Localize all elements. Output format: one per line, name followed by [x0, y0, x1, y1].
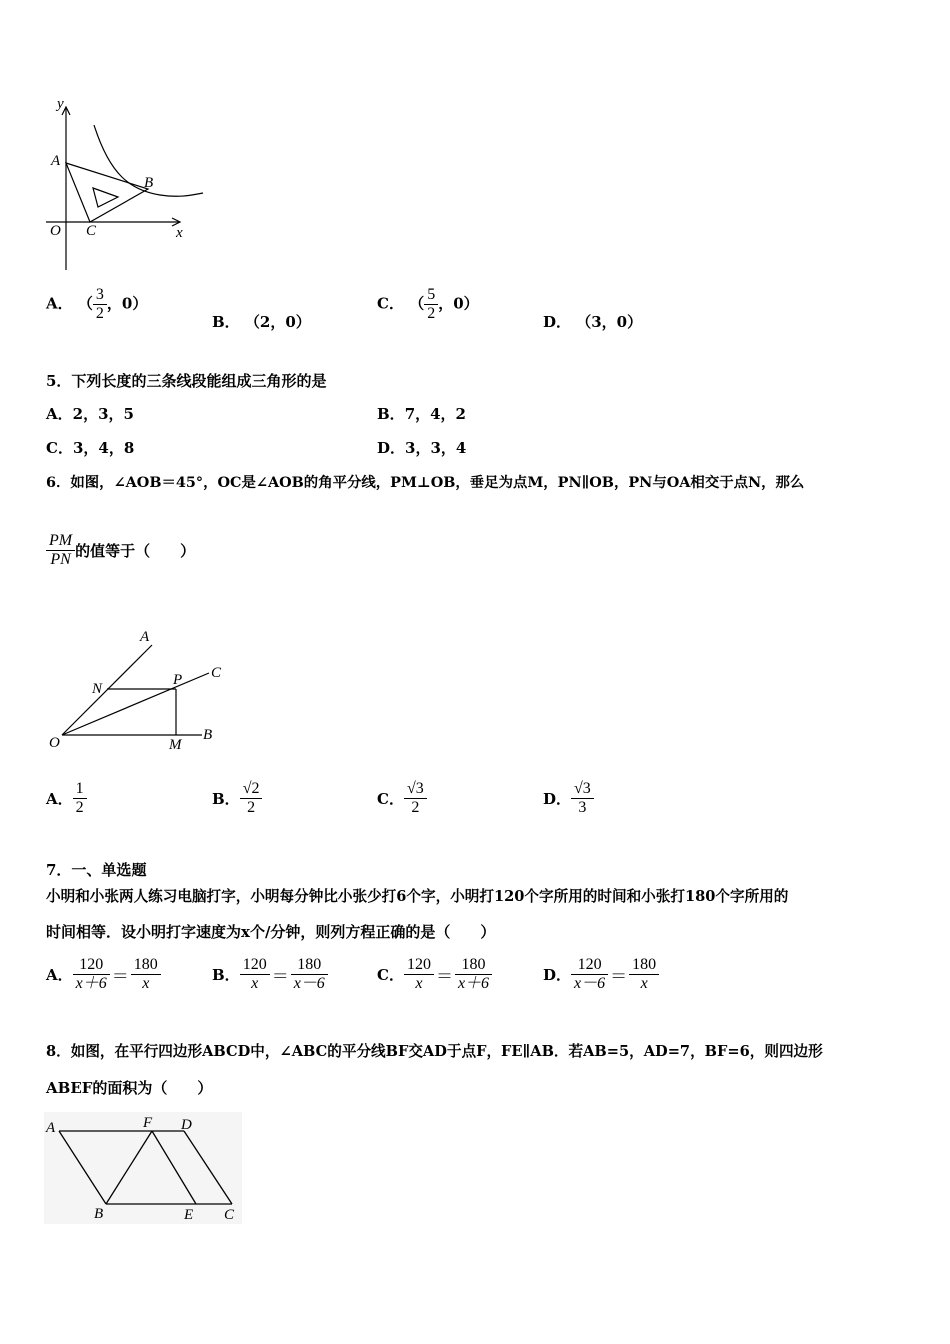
- q8-line1: 8．如图，在平行四边形ABCD中，∠ABC的平分线BF交AD于点F，FE∥AB．若AB=5，AD=7，BF=6，则四边形: [46, 1043, 823, 1060]
- q7-option-c[interactable]: [377, 956, 492, 993]
- q5-option-a-letter: A．: [46, 405, 73, 423]
- q6-ray-OC: [62, 673, 209, 735]
- q6-option-d-num: √3: [571, 780, 594, 799]
- q7-option-c-right-num: 180: [455, 956, 492, 975]
- q6-option-d-den: 3: [578, 799, 587, 816]
- q7-option-c-letter: C．: [377, 966, 404, 984]
- q6-label-O: O: [49, 735, 60, 751]
- q4-option-b-text: （2，0）: [244, 313, 311, 331]
- q6-label-A: A: [140, 629, 150, 645]
- q6-option-b-num: √2: [240, 780, 263, 799]
- q5-option-d-letter: D．: [377, 439, 406, 457]
- q4-option-d[interactable]: [543, 311, 642, 332]
- q5-option-c-text: 3，4，8: [72, 439, 135, 457]
- q4-label-x: x: [176, 225, 183, 241]
- q4-option-a-close: ，0）: [106, 294, 148, 313]
- q6-option-a-den: 2: [75, 799, 84, 816]
- q4-option-a-frac: [93, 286, 107, 323]
- q6-stem: 6．如图，∠AOB＝45°，OC是∠AOB的角平分线，PM⊥OB，垂足为点M，PN∥OB，PN与OA相交于点N，那么: [46, 474, 805, 491]
- q5-stem: 5．下列长度的三条线段能组成三角形的是: [46, 372, 327, 390]
- q7-option-c-left: [404, 956, 434, 993]
- q6-option-d-frac: [571, 780, 594, 817]
- q6-option-b-letter: B．: [212, 790, 240, 808]
- q6-option-d-letter: D．: [543, 790, 572, 808]
- q6-option-c-den: 2: [411, 799, 420, 816]
- q4-option-a[interactable]: [46, 286, 147, 323]
- q8-label-A: A: [46, 1120, 56, 1136]
- q7-option-b-right: [291, 956, 328, 993]
- q8-line2: ABEF的面积为（ ）: [46, 1079, 213, 1097]
- q6-option-d[interactable]: [543, 780, 594, 817]
- q4-option-b[interactable]: [212, 311, 311, 332]
- q4-figure: [40, 95, 215, 275]
- q8-label-F: F: [143, 1115, 153, 1131]
- q7-option-d-right-den: x: [640, 975, 648, 992]
- q6-option-a-num: 1: [73, 780, 87, 799]
- q7-option-a-eq: ＝: [111, 967, 129, 987]
- q7-option-c-left-den: x: [415, 975, 423, 992]
- q4-option-c-frac: [424, 286, 438, 323]
- q6-stem-tail: 的值等于（ ）: [75, 542, 196, 560]
- q5-option-b[interactable]: [377, 403, 466, 424]
- q8-label-E: E: [184, 1207, 194, 1223]
- q7-option-d-eq: ＝: [610, 967, 628, 987]
- q6-label-B: B: [203, 727, 213, 743]
- q7-option-b-right-num: 180: [291, 956, 328, 975]
- q6-ray-OA: [62, 645, 152, 735]
- q7-option-a-right-num: 180: [131, 956, 161, 975]
- q7-option-d-right-num: 180: [629, 956, 659, 975]
- q7-option-a-right-den: x: [142, 975, 150, 992]
- q5-option-a[interactable]: [46, 403, 134, 424]
- q4-option-a-den: 2: [95, 305, 104, 322]
- q4-label-y: y: [57, 96, 64, 112]
- q7-option-b-left: [240, 956, 270, 993]
- q4-option-a-open: （: [77, 294, 93, 313]
- q7-option-b-left-num: 120: [240, 956, 270, 975]
- q6-option-a[interactable]: [46, 780, 87, 817]
- q8-figure: [44, 1112, 242, 1224]
- q8-label-D: D: [181, 1117, 192, 1133]
- q4-option-d-text: （3，0）: [576, 313, 643, 331]
- q7-option-a-letter: A．: [46, 966, 73, 984]
- q5-option-a-text: 2，3，5: [72, 405, 134, 423]
- q6-figure: [44, 625, 234, 755]
- q8-label-C: C: [224, 1207, 235, 1223]
- q4-label-C: C: [86, 223, 97, 239]
- q4-inner-triangle: [93, 188, 118, 207]
- q8-label-B: B: [94, 1206, 104, 1222]
- q4-option-a-num: 3: [93, 286, 107, 305]
- q4-option-c-open: （: [409, 294, 425, 313]
- q7-option-a-left-num: 120: [73, 956, 110, 975]
- q4-option-c-close: ，0）: [438, 294, 479, 313]
- q6-option-a-letter: A．: [46, 790, 73, 808]
- q7-option-d-letter: D．: [543, 966, 572, 984]
- q4-label-B: B: [144, 175, 154, 191]
- q7-option-b-eq: ＝: [271, 967, 289, 987]
- q7-option-a-left-den: x＋6: [75, 975, 107, 992]
- q7-option-c-right-den: x＋6: [457, 975, 490, 992]
- q6-label-C: C: [211, 665, 222, 681]
- q4-label-A: A: [51, 153, 61, 169]
- q4-option-d-letter: D．: [543, 313, 572, 331]
- q7-option-a[interactable]: [46, 956, 161, 993]
- q4-option-c-num: 5: [424, 286, 438, 305]
- q5-option-b-letter: B．: [377, 405, 405, 423]
- q7-line2: 时间相等．设小明打字速度为x个/分钟，则列方程正确的是（ ）: [46, 923, 496, 941]
- q4-option-a-letter: A．: [46, 294, 73, 313]
- q5-option-d[interactable]: [377, 437, 466, 458]
- q6-label-P: P: [173, 672, 183, 688]
- q7-option-c-eq: ＝: [435, 967, 453, 987]
- q6-label-N: N: [92, 681, 103, 697]
- q7-option-d[interactable]: [543, 956, 659, 993]
- q7-option-d-left: [571, 956, 608, 993]
- q7-line1: 小明和小张两人练习电脑打字，小明每分钟比小张少打6个字，小明打120个字所用的时间和小张打180个字所用的: [46, 888, 789, 905]
- q7-option-d-left-num: 120: [571, 956, 608, 975]
- q6-ratio-den: PN: [50, 551, 71, 568]
- q6-option-c-frac: [404, 780, 427, 817]
- q7-option-d-left-den: x－6: [574, 975, 606, 992]
- q7-option-d-right: [629, 956, 659, 993]
- q7-option-c-left-num: 120: [404, 956, 434, 975]
- q7-option-b[interactable]: [212, 956, 328, 993]
- q4-option-c-letter: C．: [377, 294, 404, 313]
- q4-option-c[interactable]: [377, 286, 479, 323]
- q5-option-c[interactable]: [46, 437, 134, 458]
- q6-option-c-num: √3: [404, 780, 427, 799]
- q5-option-b-text: 7，4，2: [404, 405, 466, 423]
- q7-option-a-right: [131, 956, 161, 993]
- q7-option-c-right: [455, 956, 492, 993]
- q5-option-c-letter: C．: [46, 439, 73, 457]
- q4-option-b-letter: B．: [212, 313, 240, 331]
- q4-label-O: O: [50, 223, 61, 239]
- q6-label-M: M: [169, 737, 182, 753]
- q7-heading: 7．一、单选题: [46, 861, 147, 879]
- q7-option-b-letter: B．: [212, 966, 240, 984]
- q6-option-c[interactable]: [377, 780, 427, 817]
- q6-ratio-frac: [46, 532, 75, 569]
- q4-option-c-den: 2: [427, 305, 436, 322]
- q6-option-b-frac: [240, 780, 263, 817]
- q6-option-c-letter: C．: [377, 790, 404, 808]
- q6-option-b[interactable]: [212, 780, 262, 817]
- q5-option-d-text: 3，3，4: [405, 439, 467, 457]
- q6-ratio-num: PM: [46, 532, 75, 551]
- q6-option-a-frac: [73, 780, 87, 817]
- q7-option-b-right-den: x－6: [293, 975, 325, 992]
- q7-option-a-left: [73, 956, 110, 993]
- q7-option-b-left-den: x: [251, 975, 259, 992]
- q6-option-b-den: 2: [247, 799, 256, 816]
- q6-ratio-line: [46, 532, 195, 569]
